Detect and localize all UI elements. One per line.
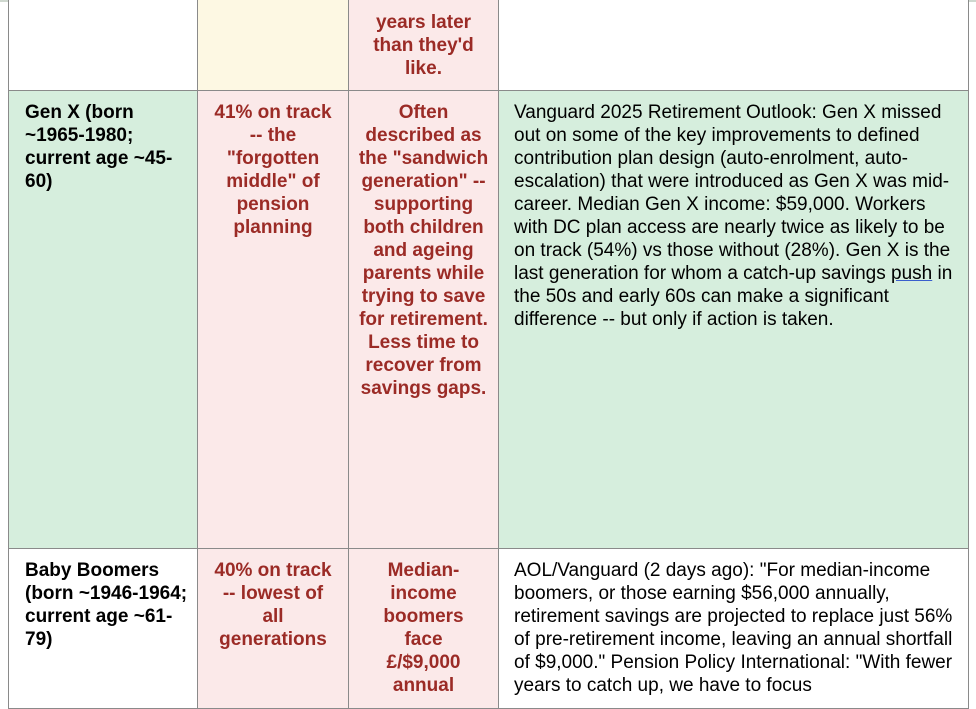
cohort-cell (8, 0, 198, 91)
table-row (8, 0, 969, 91)
table-row (8, 549, 969, 709)
evidence-text: in the 50s and early 60s can make a significant difference -- but only if action is taken. (514, 263, 953, 330)
spellcheck-word[interactable]: push (891, 263, 933, 284)
on-track-cell: 40% on track -- lowest of all generations (198, 549, 349, 709)
on-track-cell (198, 0, 349, 91)
evidence-text: Vanguard 2025 Retirement Outlook: Gen X missed out on some of the key improvements to defined contribution plan design (auto-enrolment, auto-escalation) that were introduced as Gen X was mid-career. Median Gen X income: $59,000. Workers with DC plan access are nearly twice as likely to be on track (54%) vs those without (28%). Gen X is the last generation for whom a catch-up savings (514, 102, 951, 284)
evidence-cell: AOL/Vanguard (2 days ago): "For median-income boomers, or those earning $56,000 annually, retirement savings are projected to replace just 56% of pre-retirement income, leaving an annual shortfall of $9,000." Pension Policy International: "With fewer years to catch up, we have to focus (499, 549, 969, 709)
table-row (8, 91, 969, 549)
on-track-cell: 41% on track -- the "forgotten middle" of pension planning (198, 91, 349, 549)
challenge-cell: Often described as the "sandwich generation" -- supporting both children and ageing parents while trying to save for retirement. Less time to recover from savings gaps. (349, 91, 499, 549)
challenge-cell: years later than they'd like. (349, 0, 499, 91)
cohort-cell: Baby Boomers (born ~1946-1964; current age ~61-79) (8, 549, 198, 709)
challenge-cell: Median-income boomers face £/$9,000 annual (349, 549, 499, 709)
cohort-cell: Gen X (born ~1965-1980; current age ~45-60) (8, 91, 198, 549)
evidence-cell (499, 91, 969, 549)
evidence-cell (499, 0, 969, 91)
